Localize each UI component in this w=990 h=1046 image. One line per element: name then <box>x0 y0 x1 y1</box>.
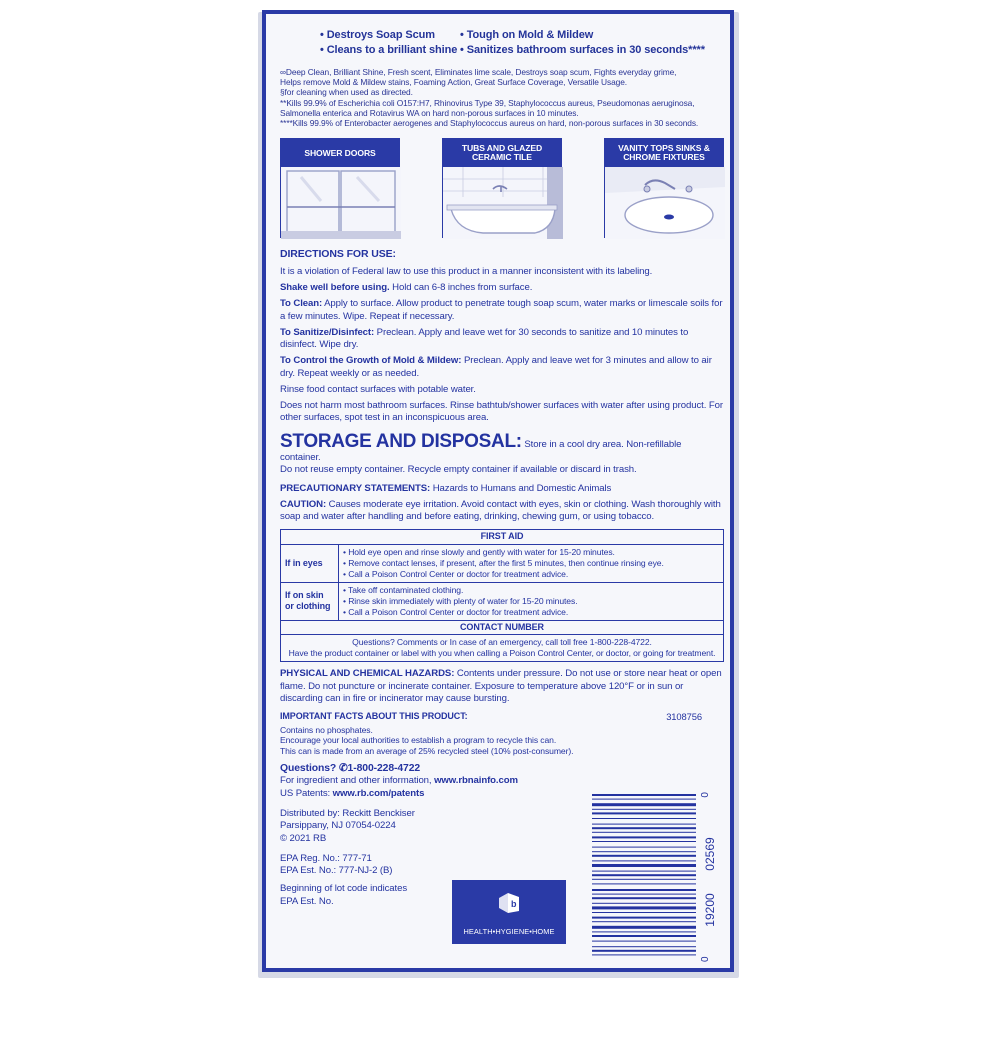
shake-instruction: Shake well before using. Hold can 6-8 inches from surface. <box>280 281 533 293</box>
barcode-bar <box>592 809 696 810</box>
rinse-instruction: Rinse food contact surfaces with potable water. <box>280 383 476 395</box>
first-aid-skin-steps <box>339 582 724 620</box>
fine-line: Salmonella enterica and Rotavirus WA on hard non-porous surfaces in 10 minutes. <box>280 107 579 118</box>
scene-tubs-tile <box>442 138 562 238</box>
table-row <box>281 582 724 620</box>
fine-print <box>280 67 724 129</box>
list-item: • Call a Poison Control Center or doctor for treatment advice. <box>343 569 719 580</box>
sanitize-instruction: To Sanitize/Disinfect: Preclean. Apply and leave wet for 30 seconds to sanitize and 10 minutes to disinfect. Wipe dry. <box>280 326 689 351</box>
barcode-bar <box>592 935 696 937</box>
barcode-bar <box>592 879 696 880</box>
barcode-bar <box>592 894 696 895</box>
barcode-bar <box>592 941 696 942</box>
product-code: 3108756 <box>666 711 702 723</box>
storage-text: Do not reuse empty container. Recycle empty container if available or discard in trash. <box>280 463 637 475</box>
patents-line: US Patents: www.rb.com/patents <box>280 787 425 799</box>
fine-line: ****Kills 99.9% of Enterobacter aerogenes and Staphylococcus aureus on hard, non-porous surfaces in 30 seconds. <box>280 118 699 129</box>
barcode-bar <box>592 889 696 891</box>
storage-title: STORAGE AND DISPOSAL: <box>280 430 522 452</box>
benefits-list <box>280 28 724 59</box>
barcode-bar <box>592 897 696 899</box>
scene-vanity-sinks <box>604 138 724 238</box>
barcode-bar <box>592 931 696 932</box>
barcode-bar <box>592 917 696 919</box>
table-row <box>281 544 724 582</box>
rb-logo-icon <box>496 890 522 916</box>
barcode-bar <box>592 803 696 806</box>
barcode-bar <box>592 864 696 867</box>
barcode-bar <box>592 926 696 929</box>
barcode-bar <box>592 818 696 819</box>
shower-door-illustration-icon <box>281 167 401 239</box>
barcode-digit: 02569 <box>703 837 717 871</box>
list-item: • Call a Poison Control Center or doctor for treatment advice. <box>343 607 719 618</box>
barcode-bar <box>592 794 696 796</box>
barcode-bar <box>592 855 696 857</box>
barcode-bar <box>592 841 696 842</box>
patents-link[interactable]: www.rb.com/patents <box>332 787 425 799</box>
lot-code-note: Beginning of lot code indicates EPA Est. No. <box>280 883 408 907</box>
barcode-digit: 0 <box>700 956 711 962</box>
barcode-bar <box>592 860 696 861</box>
first-aid-heading: FIRST AID <box>281 530 724 545</box>
usage-scenes <box>280 138 724 238</box>
svg-text:b: b <box>511 899 517 909</box>
barcode-bar <box>592 836 696 838</box>
benefit-item: • Cleans to a brilliant shine <box>320 44 458 57</box>
list-item: • Rinse skin immediately with plenty of water for 15-20 minutes. <box>343 596 719 607</box>
list-item: • Hold eye open and rinse slowly and gently with water for 15-20 minutes. <box>343 547 719 558</box>
mold-instruction: To Control the Growth of Mold & Mildew: Preclean. Apply and leave wet for 3 minutes and allow to air dry. Repeat weekly or as needed. <box>280 355 712 379</box>
fine-line: §for cleaning when used as directed. <box>280 87 413 98</box>
barcode-bar <box>592 921 696 922</box>
fine-line: Helps remove Mold & Mildew stains, Foaming Action, Great Surface Coverage, Versatile Usage. <box>280 77 627 88</box>
barcode-icon <box>588 786 717 1046</box>
barcode-bar <box>592 912 696 913</box>
barcode-bar <box>592 832 696 833</box>
federal-warning: It is a violation of Federal law to use this product in a manner inconsistent with its labeling. <box>280 265 653 277</box>
first-aid-label-skin: If on skin or clothing <box>281 582 339 620</box>
physical-hazards: PHYSICAL AND CHEMICAL HAZARDS: Contents under pressure. Do not use or store near heat or open flame. Do not puncture or incinerate container. Exposure to temperature above 120°F or in sun or discarding can in fire or incinerator may cause bursting. <box>280 668 722 704</box>
bathtub-illustration-icon <box>443 167 563 239</box>
precautionary-statements: PRECAUTIONARY STATEMENTS: Hazards to Humans and Domestic Animals <box>280 482 612 494</box>
barcode-bar <box>592 871 696 872</box>
contact-number-heading: CONTACT NUMBER <box>281 620 724 635</box>
clean-instruction: To Clean: Apply to surface. Allow product to penetrate tough soap scum, water marks or limescale soils for a few minutes. Wipe. Repeat if necessary. <box>280 298 723 322</box>
barcode-bar <box>592 847 696 848</box>
scene-title: VANITY TOPS SINKS & CHROME FIXTURES <box>605 139 723 167</box>
barcode-bar <box>592 799 696 800</box>
barcode-bar <box>592 883 696 884</box>
directions-heading: DIRECTIONS FOR USE: <box>280 248 396 261</box>
info-line: For ingredient and other information, www.rbnainfo.com <box>280 775 518 787</box>
contact-number-text: Questions? Comments or In case of an emergency, call toll free 1-800-228-4722. Have the product container or label with you when calling a Poison Control Center, or doctor, or going for treatment. <box>281 635 724 662</box>
surface-note: Does not harm most bathroom surfaces. Rinse bathtub/shower surfaces with water after using product. For other surfaces, spot test in an inconspicuous area. <box>280 400 723 424</box>
fine-line: **Kills 99.9% of Escherichia coli O157:H7, Rhinovirus Type 39, Staphylococcus aureus, Pseudomonas aeruginosa, <box>280 97 695 108</box>
brand-tagline: HEALTH•HYGIENE•HOME <box>463 927 555 936</box>
first-aid-label-eyes: If in eyes <box>281 544 339 582</box>
list-item: • Take off contaminated clothing. <box>343 585 719 596</box>
fact-line: This can is made from an average of 25% recycled steel (10% post-consumer). <box>280 745 574 756</box>
list-item: • Remove contact lenses, if present, after the first 5 minutes, then continue rinsing eye. <box>343 558 719 569</box>
barcode-bar <box>592 824 696 825</box>
benefit-item: • Sanitizes bathroom surfaces in 30 seconds**** <box>460 44 705 57</box>
storage-section <box>280 431 724 475</box>
facts-list <box>280 725 724 756</box>
first-aid-eyes-steps <box>339 544 724 582</box>
barcode-bar <box>592 827 696 829</box>
brand-logo-box <box>452 880 566 944</box>
fine-line: ∞Deep Clean, Brilliant Shine, Fresh scent, Eliminates lime scale, Destroys soap scum, Fights everyday grime, <box>280 66 677 77</box>
distributor-info: Distributed by: Reckitt Benckiser Parsippany, NJ 07054-0224 © 2021 RB <box>280 807 415 844</box>
barcode-bar <box>592 903 696 904</box>
questions-phone: Questions? ✆1-800-228-4722 <box>280 763 421 775</box>
caution-statement: CAUTION: Causes moderate eye irritation. Avoid contact with eyes, skin or clothing. Wash thoroughly with soap and water after handling and before eating, drinking, chewing gum, or using tobacco. <box>280 498 721 523</box>
barcode-digit: 0 <box>700 792 711 798</box>
scene-title: TUBS AND GLAZED CERAMIC TILE <box>443 139 561 167</box>
info-link[interactable]: www.rbnainfo.com <box>434 775 518 787</box>
sink-illustration-icon <box>605 167 725 239</box>
fact-line: Contains no phosphates. <box>280 724 373 735</box>
label-content <box>280 28 724 908</box>
fact-line: Encourage your local authorities to establish a program to recycle this can. <box>280 735 557 746</box>
barcode-digit: 19200 <box>703 893 717 927</box>
storage-text: Store in a cool dry area. Non-refillable container. <box>280 438 682 464</box>
barcode-bar <box>592 946 696 947</box>
benefit-item: • Tough on Mold & Mildew <box>460 29 594 41</box>
first-aid-table <box>280 529 724 662</box>
barcode-bar <box>592 874 696 876</box>
barcode-bar <box>592 851 696 852</box>
product-label <box>262 10 734 972</box>
barcode-bar <box>592 812 696 814</box>
facts-heading: IMPORTANT FACTS ABOUT THIS PRODUCT: <box>280 711 468 722</box>
scene-title: SHOWER DOORS <box>281 139 399 167</box>
barcode-bar <box>592 950 696 952</box>
barcode-bar <box>592 954 696 955</box>
barcode-bar <box>592 906 696 909</box>
benefit-item: • Destroys Soap Scum <box>320 29 435 41</box>
scene-shower-doors <box>280 138 400 238</box>
epa-info: EPA Reg. No.: 777-71 EPA Est. No.: 777-NJ-2 (B) <box>280 852 393 877</box>
